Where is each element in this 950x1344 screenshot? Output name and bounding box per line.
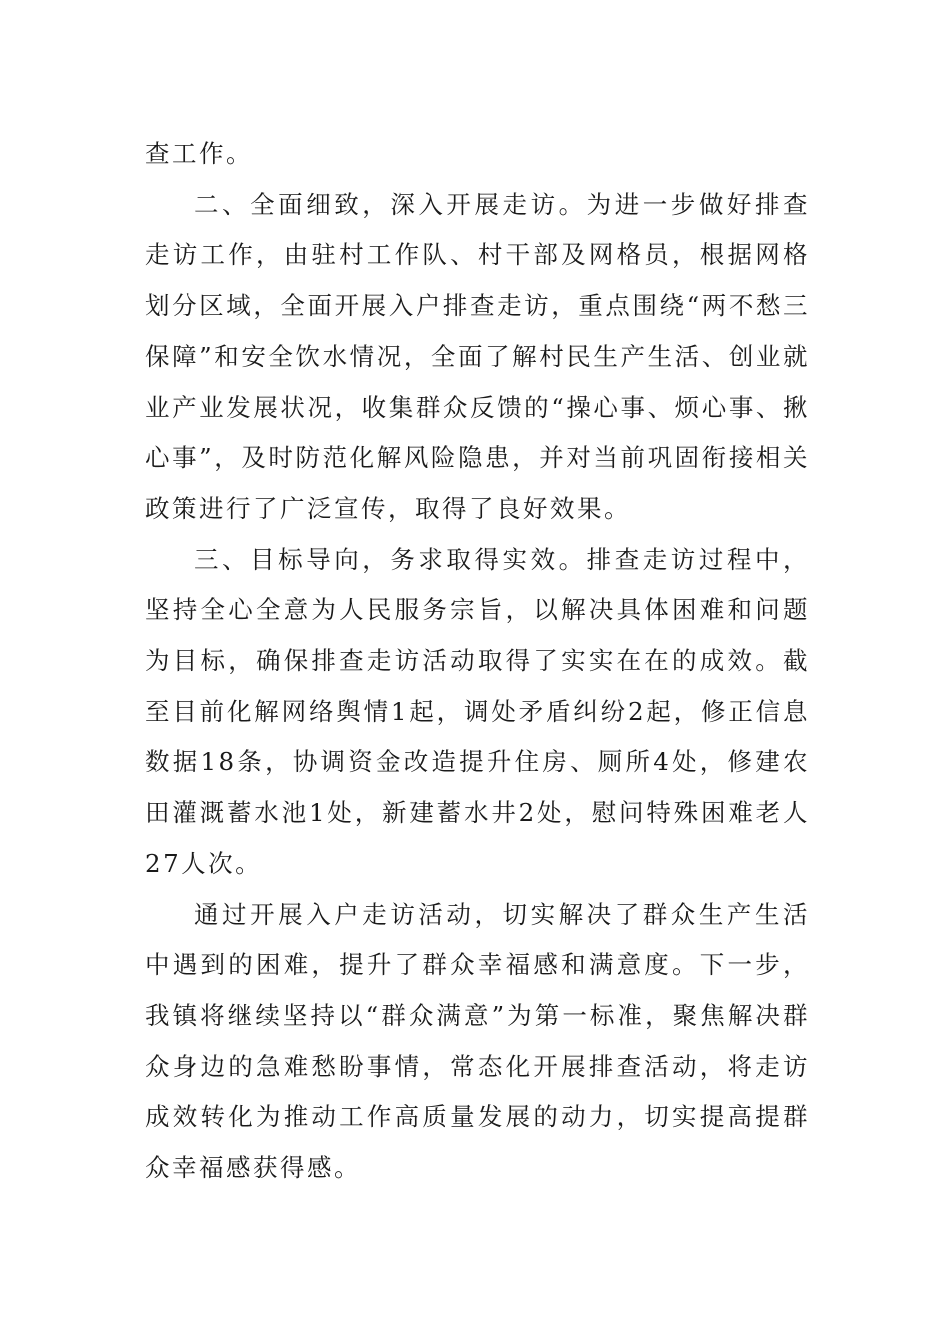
paragraph-continued: 查工作。 — [145, 139, 253, 168]
paragraph-results: 三、目标导向，务求取得实效。排查走访过程中，坚持全心全意为人民服务宗旨，以解决具体困难和问题为目标，确保排查走访活动取得了实实在在的成效。截至目前化解网络舆情1起，调处矛盾纠纷2起，修正信息数据18条，协调资金改造提升住房、厕所4处，修建农田灌溉蓄水池1处，新建蓄水井2处，慰问特殊困难老人27人次。 — [145, 544, 810, 878]
document-body — [145, 129, 810, 1194]
paragraph-visits: 二、全面细致，深入开展走访。为进一步做好排查走访工作，由驻村工作队、村干部及网格员，根据网格划分区域，全面开展入户排查走访，重点围绕“两不愁三保障”和安全饮水情况，全面了解村民生产生活、创业就业产业发展状况，收集群众反馈的“操心事、烦心事、揪心事”，及时防范化解风险隐患，并对当前巩固衔接相关政策进行了广泛宣传，取得了良好效果。 — [145, 189, 810, 523]
paragraph-conclusion: 通过开展入户走访活动，切实解决了群众生产生活中遇到的困难，提升了群众幸福感和满意度。下一步，我镇将继续坚持以“群众满意”为第一标准，聚焦解决群众身边的急难愁盼事情，常态化开展排查活动，将走访成效转化为推动工作高质量发展的动力，切实提高提群众幸福感获得感。 — [145, 899, 810, 1183]
